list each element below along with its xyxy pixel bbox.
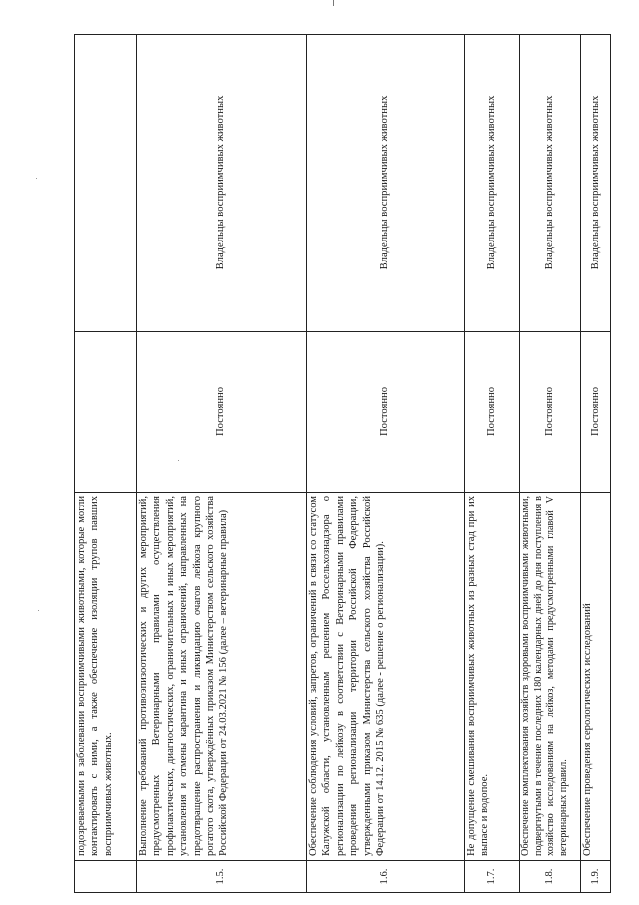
row-divider bbox=[306, 34, 307, 893]
responsible-text: Владельцы восприимчивых животных bbox=[215, 95, 227, 270]
measure-text: подозреваемыми в заболевании восприимчивыми животными, которые могли контактировать с ними, а также обеспечение изоляции трупов павших восприимчивых животных. bbox=[76, 496, 114, 856]
row-number: 1.5. bbox=[215, 868, 227, 885]
scan-speck bbox=[36, 178, 37, 179]
column-divider bbox=[74, 860, 611, 861]
measure-text: Обеспечение соблюдения условий, запретов, ограничений в связи со статусом Калужской области, установленным решением Россельхознадзора о регионализации по лейкозу в соответствии с Ветеринарными правилами проведения регионализации территории Российской Федерации, утвержденными приказом Министерства сельского хозяйства Российской Федерации от 14.12. 2015 № 635 (далее - решение о регионализации). bbox=[308, 496, 387, 856]
measure-text: Выполнение требований противоэпизоотических и других мероприятий, предусмотренных Ветеринарными правилами осуществления профилактических, диагностических, ограничительных и иных мероприятий, установления и отмены карантина и иных ограничений, направленных на предотвращение распространения и ликвидацию очагов лейкоза крупного рогатого скота, утверждённых приказом Министерством сельского хозяйства Российской Федерации от 24.03.2021 № 156 (далее – ветеринарные правила) bbox=[138, 496, 230, 856]
row-number: 1.6. bbox=[379, 868, 391, 885]
rotated-table-content bbox=[74, 34, 611, 893]
responsible-text: Владельцы восприимчивых животных bbox=[543, 95, 555, 270]
deadline-text: Постоянно bbox=[589, 387, 601, 437]
measure-text: Обеспечение проведения серологических исследований bbox=[582, 603, 593, 856]
row-number: 1.9. bbox=[589, 868, 601, 885]
column-divider bbox=[74, 492, 611, 493]
deadline-text: Постоянно bbox=[215, 387, 227, 437]
deadline-text: Постоянно bbox=[485, 387, 497, 437]
row-divider bbox=[580, 34, 581, 893]
measure-text: Не допущение смешивания восприимчивых животных из разных стад при их выпасе и водопое. bbox=[466, 496, 491, 856]
responsible-text: Владельцы восприимчивых животных bbox=[589, 95, 601, 270]
row-number: 1.8. bbox=[543, 868, 555, 885]
responsible-text: Владельцы восприимчивых животных bbox=[485, 95, 497, 270]
row-number: 1.7. bbox=[485, 868, 497, 885]
deadline-text: Постоянно bbox=[379, 387, 391, 437]
responsible-text: Владельцы восприимчивых животных bbox=[379, 95, 391, 270]
row-divider bbox=[519, 34, 520, 893]
row-divider bbox=[136, 34, 137, 893]
column-divider bbox=[74, 331, 611, 332]
scan-speck bbox=[38, 610, 39, 611]
page-edge-mark bbox=[333, 0, 334, 6]
row-divider bbox=[464, 34, 465, 893]
measure-text: Обеспечение комплектования хозяйств здоровыми восприимчивыми животными, подвергнутыми в течение последних 180 календарных дней до дня поступления в хозяйство исследованиям на лейкоз, методами предусмотренными главой V ветеринарных правил. bbox=[520, 496, 569, 856]
deadline-text: Постоянно bbox=[543, 387, 555, 437]
